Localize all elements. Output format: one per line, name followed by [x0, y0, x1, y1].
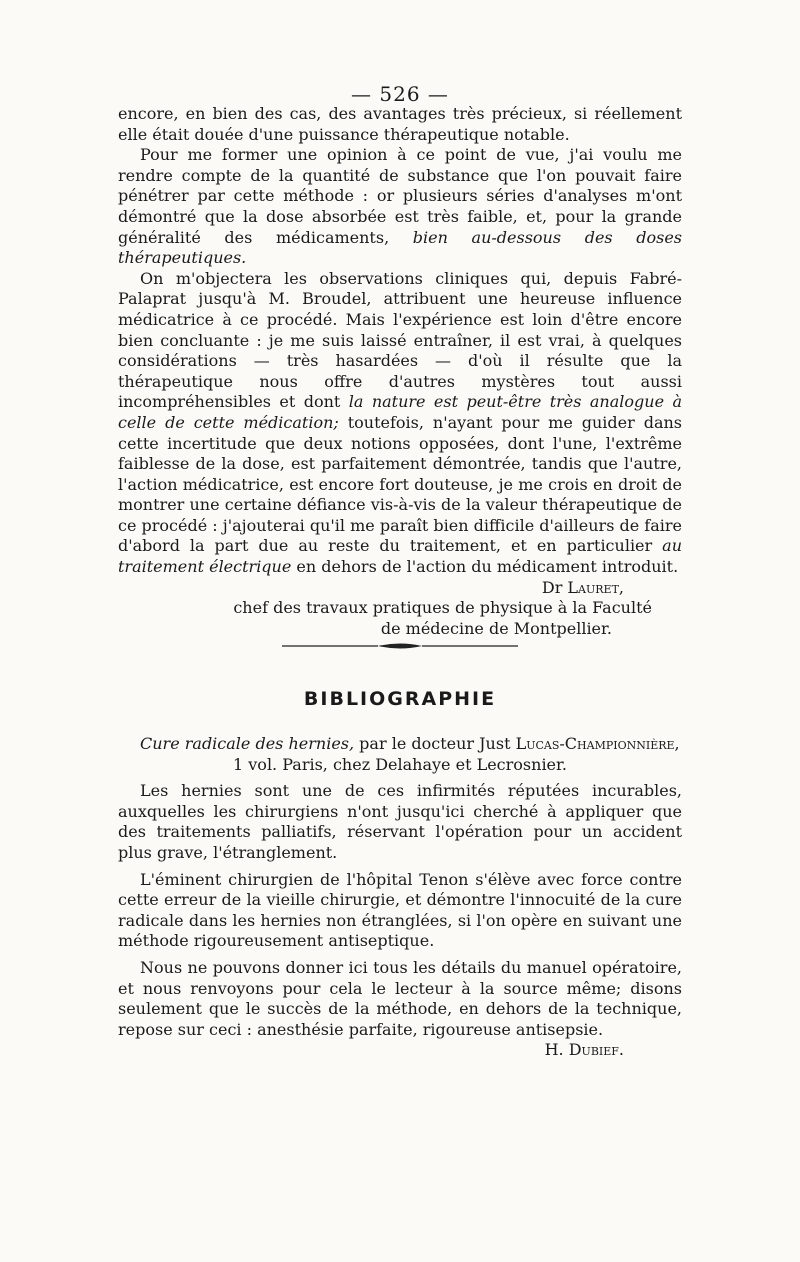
review-signature: H. Dubief.: [544, 1040, 624, 1060]
paragraph-objection-text-3: en dehors de l'action du médicament introduit.: [291, 557, 679, 577]
paragraph-dose: [118, 145, 682, 269]
review-paragraph-2: L'éminent chirurgien de l'hôpital Tenon s'élève avec force contre cette erreur de la vieille chirurgie, et démontre l'innocuité de la cure radicale dans les hernies non étranglées, si l'on opère en suivant une méthode rigoureusement antiseptique.: [118, 869, 682, 951]
reference-title: Cure radicale des hernies,: [140, 734, 355, 753]
affiliation-line-2: de médecine de Montpellier.: [380, 618, 612, 638]
paragraph-objection-text-2: toutefois, n'ayant pour me guider dans cette incertitude que deux notions opposées, dont l'une, l'extrême faiblesse de la dose, est parfaitement démontrée, tandis que l'autre, l'action médicatrice, est encore fort douteuse, je me crois en droit de montrer une certaine défiance vis-à-vis de la valeur thérapeutique de ce procédé : j'ajouterai qu'il me paraît bien difficile d'ailleurs de faire d'abord la part due au reste du traitement, et en particulier: [118, 412, 683, 556]
ornamental-rule: [282, 642, 518, 650]
review-paragraph-1: Les hernies sont une de ces infirmités réputées incurables, auxquelles les chirurgiens n'ont jusqu'ici cherché à appliquer que des traitements palliatifs, réservant l'opération pour un accident plus grave, l'étranglement.: [118, 781, 682, 862]
section-heading: BIBLIOGRAPHIE: [303, 688, 497, 710]
paragraph-dose-text: Pour me former une opinion à ce point de vue, j'ai voulu me rendre compte de la quantité de substance que l'on pouvait faire pénétrer par cette méthode : or plusieurs séries d'analyses m'ont démontré que la dose absorbée est très faible, et, pour la grande généralité des médicaments,: [118, 145, 682, 247]
paragraph-dose-emphasis: bien au-dessous des doses thérapeutiques.: [118, 227, 683, 268]
paragraph-objection: [118, 269, 682, 578]
reference-author: Lucas-Championnière,: [515, 734, 680, 753]
paragraph-objection-emphasis-2: au traitement électrique: [118, 536, 682, 577]
author-affiliation: [118, 598, 682, 639]
author-signature: [118, 578, 682, 599]
signature-prefix: Dr: [541, 577, 568, 597]
review-paragraph-3: Nous ne pouvons donner ici tous les détails du manuel opératoire, et nous renvoyons pour cela le lecteur à la source même; disons seulement que le succès de la méthode, en dehors de la technique, repose sur ceci : anesthésie parfaite, rigoureuse antisepsie.: [118, 957, 682, 1039]
signature-name: Lauret,: [567, 577, 624, 597]
affiliation-line-1: chef des travaux pratiques de physique à la Faculté: [233, 598, 652, 618]
bibliography-body: [118, 734, 682, 1061]
page-number: — 526 —: [351, 82, 449, 106]
paragraph-continuation: encore, en bien des cas, des avantages très précieux, si réellement elle était douée d'une puissance thérapeutique notable.: [118, 104, 682, 144]
reference-citation: [118, 734, 682, 755]
paragraph-objection-text-1: On m'objectera les observations cliniques qui, depuis Fabré-Palaprat jusqu'à M. Broudel, attribuent une heureuse influence médicatrice à ce procédé. Mais l'expérience est loin d'être encore bien concluante : je me suis laissé entraîner, il est vrai, à quelques considérations — très hasardées — d'où il résulte que la thérapeutique nous offre d'autres mystères tout aussi incompréhensibles et dont: [118, 268, 682, 412]
reference-publication: 1 vol. Paris, chez Delahaye et Lecrosnier.: [233, 754, 567, 774]
reference-author-prefix: par le docteur Just: [354, 734, 516, 753]
paragraph-objection-emphasis-1: la nature est peut-être très analogue à celle de cette médication;: [118, 392, 682, 432]
article-body: [118, 104, 682, 639]
